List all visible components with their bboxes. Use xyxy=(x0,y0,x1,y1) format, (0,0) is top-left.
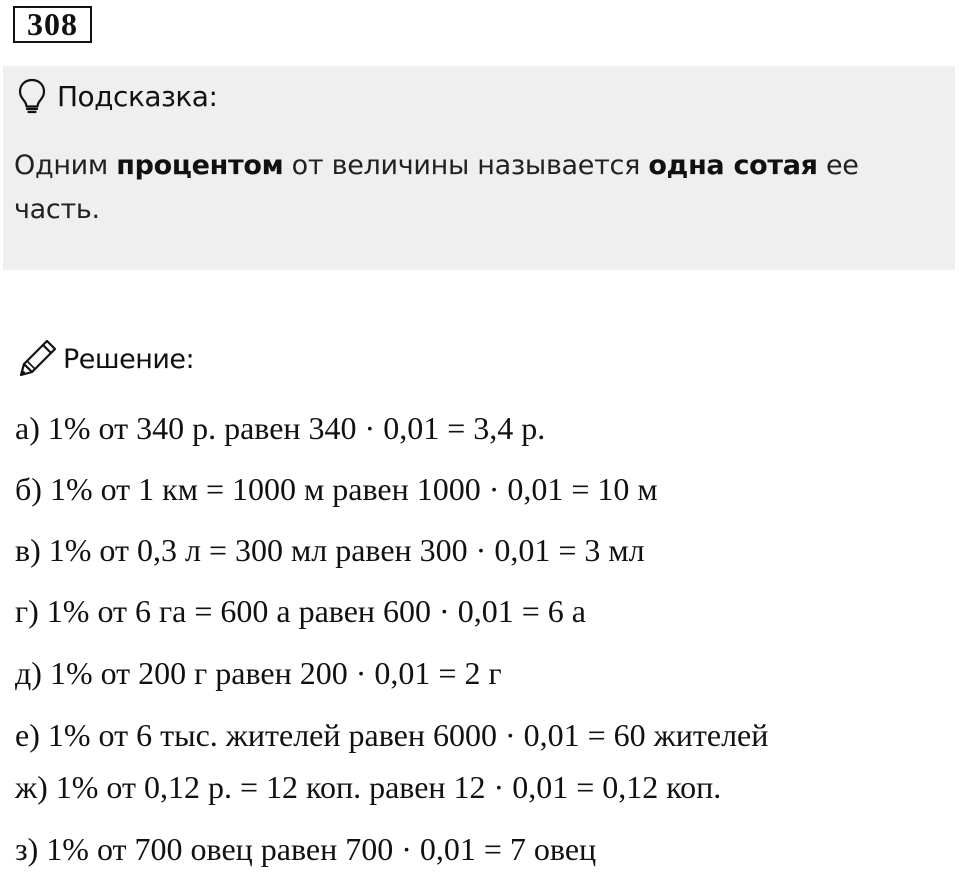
solution-line-d: д) 1% от 200 г равен 200 · 0,01 = 2 г xyxy=(15,655,502,691)
solution-line-b: б) 1% от 1 км = 1000 м равен 1000 · 0,01 = 10 м xyxy=(15,471,658,507)
hint-title: Подсказка: xyxy=(57,79,218,113)
pencil-icon xyxy=(15,337,59,381)
solution-header xyxy=(15,337,194,381)
hint-header xyxy=(17,78,217,114)
hint-box xyxy=(3,66,955,270)
hint-bold-term-2: одна сотая xyxy=(648,150,818,181)
task-number: 308 xyxy=(13,6,92,43)
lightbulb-icon xyxy=(17,78,47,114)
hint-bold-term-1: процентом xyxy=(116,150,284,181)
hint-text: Одним процентом от величины называется одна сотая ее часть. xyxy=(14,150,859,225)
solution-line-zh: ж) 1% от 0,12 р. = 12 коп. равен 12 · 0,01 = 0,12 коп. xyxy=(15,769,722,805)
solution-line-g: г) 1% от 6 га = 600 а равен 600 · 0,01 = 6 а xyxy=(15,593,586,629)
solution-line-e: е) 1% от 6 тыс. жителей равен 6000 · 0,01 = 60 жителей xyxy=(15,717,769,753)
solution-line-a: а) 1% от 340 р. равен 340 · 0,01 = 3,4 р. xyxy=(15,410,546,446)
solution-line-v: в) 1% от 0,3 л = 300 мл равен 300 · 0,01 = 3 мл xyxy=(15,532,645,568)
solution-line-z: з) 1% от 700 овец равен 700 · 0,01 = 7 овец xyxy=(15,831,597,867)
solution-title: Решение: xyxy=(63,343,195,375)
